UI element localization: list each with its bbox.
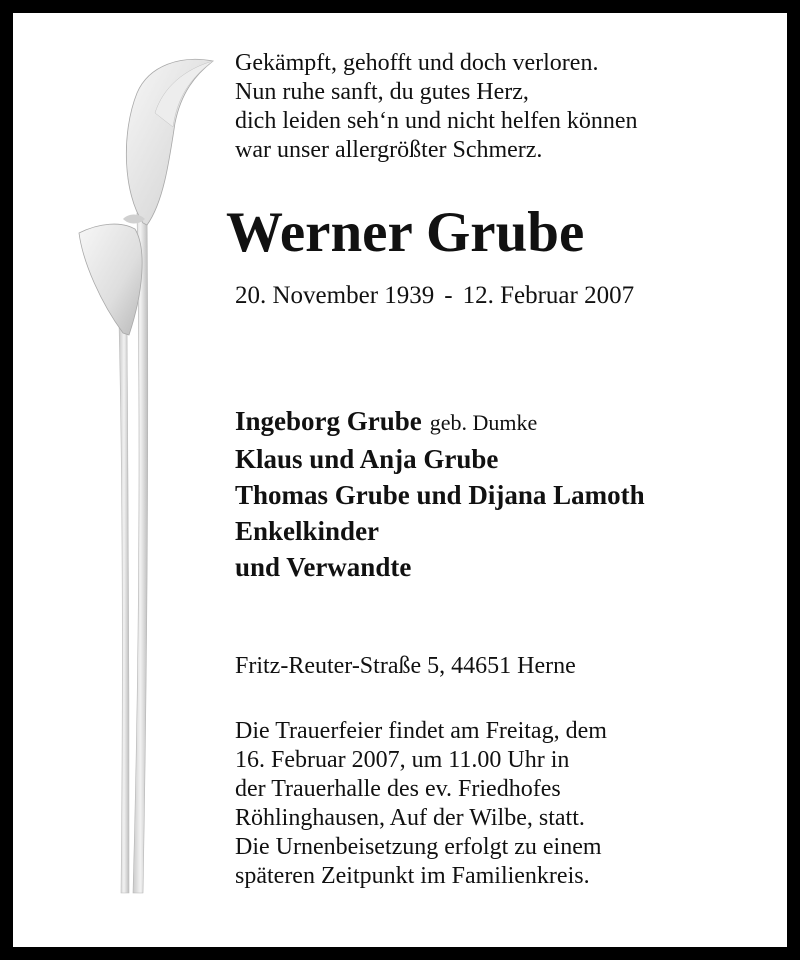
mourner-primary — [235, 403, 645, 441]
mourner-line: und Verwandte — [235, 552, 412, 582]
poem-line: Gekämpft, gehofft und doch verloren. — [235, 50, 599, 76]
mourners-list — [235, 403, 645, 585]
calla-lily-icon — [63, 53, 233, 903]
family-address: Fritz-Reuter-Straße 5, 44651 Herne — [235, 653, 576, 679]
service-line: 16. Februar 2007, um 11.00 Uhr in — [235, 747, 570, 773]
date-separator: - — [444, 282, 453, 309]
mourner-line: Thomas Grube und Dijana Lamoth — [235, 480, 645, 510]
poem — [235, 49, 638, 165]
mourner-name: Ingeborg Grube — [235, 406, 422, 436]
service-line: Die Urnenbeisetzung erfolgt zu einem — [235, 834, 602, 860]
life-dates — [235, 281, 634, 311]
service-line: der Trauerhalle des ev. Friedhofes — [235, 776, 561, 802]
mourner-line: Enkelkinder — [235, 516, 380, 546]
service-line: Die Trauerfeier findet am Freitag, dem — [235, 718, 607, 744]
poem-line: war unser allergrößter Schmerz. — [235, 137, 543, 163]
death-date: 12. Februar 2007 — [462, 282, 635, 309]
poem-line: dich leiden seh‘n und nicht helfen können — [235, 108, 638, 134]
service-line: späteren Zeitpunkt im Familienkreis. — [235, 863, 590, 889]
deceased-name: Werner Grube — [226, 201, 585, 264]
poem-line: Nun ruhe sanft, du gutes Herz, — [235, 79, 529, 105]
service-info — [235, 717, 607, 891]
mourner-line: Klaus und Anja Grube — [235, 444, 499, 474]
birth-date: 20. November 1939 — [235, 282, 435, 309]
maiden-name-note: geb. Dumke — [429, 410, 538, 435]
service-line: Röhlinghausen, Auf der Wilbe, statt. — [235, 805, 585, 831]
